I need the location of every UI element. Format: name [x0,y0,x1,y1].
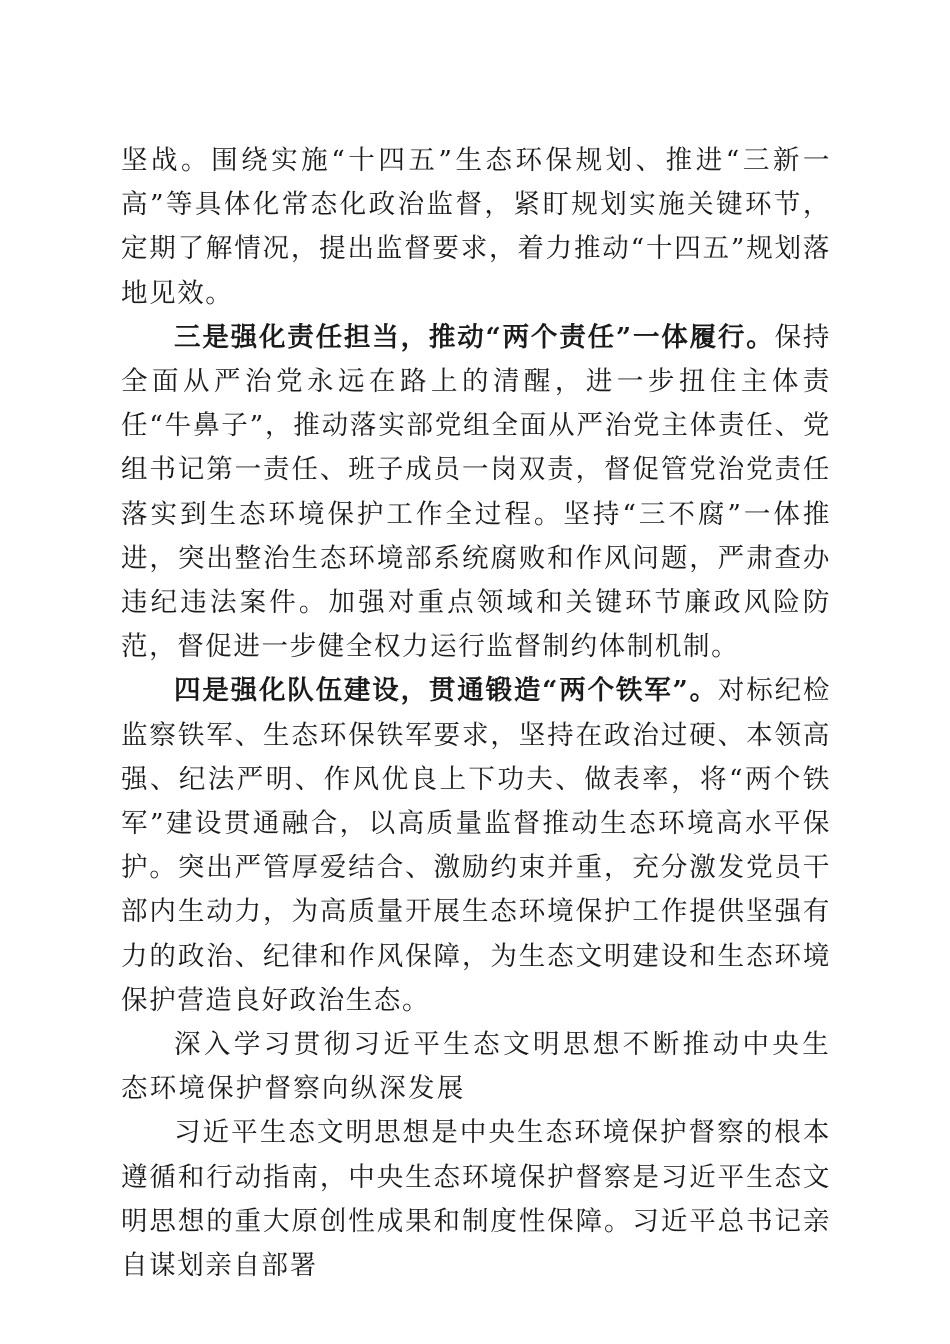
paragraph-text: 习近平生态文明思想是中央生态环境保护督察的根本遵循和行动指南，中央生态环境保护督察是习近平生态文明思想的重大原创性成果和制度性保障。习近平总书记亲自谋划亲自部署 [121,1117,831,1282]
paragraph-intro [121,1111,831,1288]
paragraph-text: 坚战。围绕实施“十四五”生态环保规划、推进“三新一高”等具体化常态化政治监督，紧盯规划实施关键环节，定期了解情况，提出监督要求，着力推动“十四五”规划落地见效。 [121,145,831,309]
document-body [121,139,831,1288]
paragraph-lead: 三是强化责任担当，推动“两个责任”一体履行。 [174,321,775,353]
section-heading [121,1023,831,1111]
paragraph-responsibility [121,316,831,670]
heading-text: 深入学习贯彻习近平生态文明思想不断推动中央生态环境保护督察向纵深发展 [121,1029,831,1105]
paragraph-text: 保持全面从严治党永远在路上的清醒，进一步扭住主体责任“牛鼻子”，推动落实部党组全面从严治党主体责任、党组书记第一责任、班子成员一岗双责，督促管党治党责任落实到生态环境保护工作全过程。坚持“三不腐”一体推进，突出整治生态环境部系统腐败和作风问题，严肃查办违纪违法案件。加强对重点领域和关键环节廉政风险防范，督促进一步健全权力运行监督制约体制机制。 [121,321,832,663]
paragraph-team-building [121,669,831,1023]
paragraph-text: 对标纪检监察铁军、生态环保铁军要求，坚持在政治过硬、本领高强、纪法严明、作风优良上下功夫、做表率，将“两个铁军”建设贯通融合，以高质量监督推动生态环境高水平保护。突出严管厚爱结合、激励约束并重，充分激发党员干部内生动力，为高质量开展生态环境保护工作提供坚强有力的政治、纪律和作风保障，为生态文明建设和生态环境保护营造良好政治生态。 [121,675,831,1016]
paragraph-lead: 四是强化队伍建设，贯通锻造“两个铁军”。 [174,675,718,707]
paragraph-continuation [121,139,831,316]
